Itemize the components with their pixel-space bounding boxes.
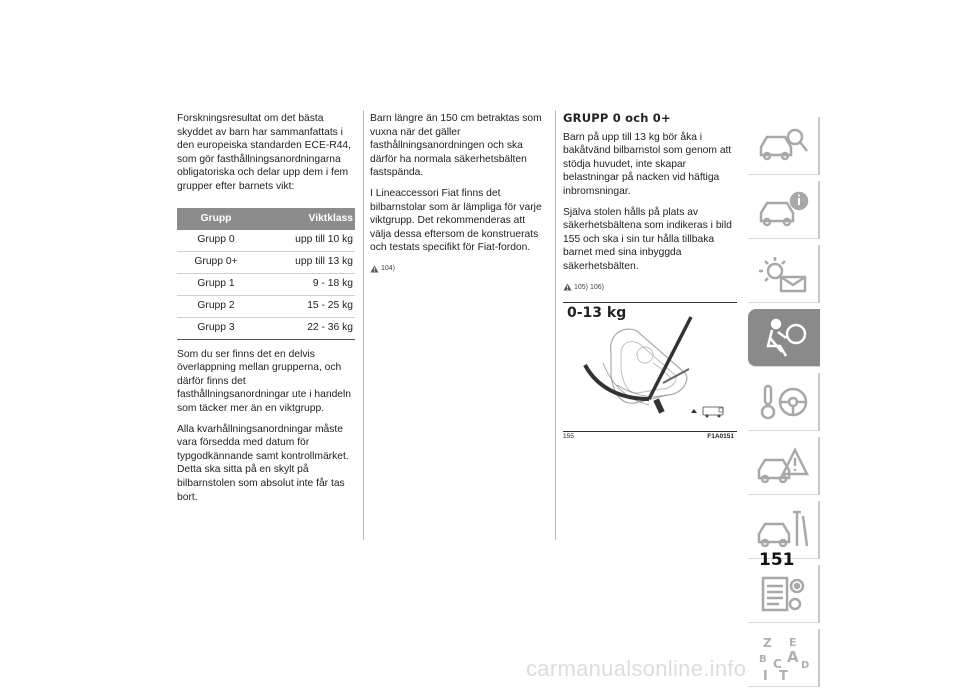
column-divider [363, 110, 364, 540]
warning-reference [563, 281, 741, 295]
car-search-icon [755, 125, 811, 167]
column-divider [555, 110, 556, 540]
tab-car-info[interactable] [748, 181, 820, 239]
section-heading: GRUPP 0 och 0+ [563, 111, 671, 125]
chapter-sidebar [748, 117, 820, 693]
figure-number: 155 [563, 432, 574, 440]
table-row [177, 230, 355, 252]
car-info-icon [755, 189, 811, 231]
warning-refs-text: 105) 106) [574, 283, 604, 291]
group-cell: Grupp 3 [177, 317, 255, 339]
figure-code: F1A0151 [707, 432, 734, 440]
group-cell: Grupp 0 [177, 230, 255, 252]
alphabet-index-icon [755, 634, 811, 682]
svg-text:Z: Z [763, 635, 772, 650]
approval-paragraph: Alla kvarhållningsanordningar måste vara försedda med datum för typgodkännande samt kontrollmärket. Detta ska sitta på en skylt på bilbarnstolen som absolut inte får tas bort. [177, 423, 349, 503]
header-group: Grupp [177, 208, 255, 230]
overlap-paragraph: Som du ser finns det en delvis överlappning mellan grupperna, och därför finns det fasthållningsanordningar ute i handeln som täcker mer än en viktgrupp. [177, 348, 352, 414]
belt-paragraph: Själva stolen hålls på plats av säkerhetsbältena som indikeras i bild 155 och ska i sin tur hålla tillbaka barnet med sina inbyggda säkerhetsbälten. [563, 206, 732, 272]
data-gear-icon [755, 572, 811, 616]
tab-lights-message[interactable] [748, 245, 820, 303]
weight-cell: upp till 10 kg [255, 230, 355, 252]
warning-refs-text: 104) [381, 264, 396, 272]
weight-cell: 15 - 25 kg [255, 295, 355, 317]
car-warning-icon [755, 444, 811, 488]
page-number: 151 [759, 550, 795, 570]
group-cell: Grupp 2 [177, 295, 255, 317]
weight-cell: upp till 13 kg [255, 251, 355, 273]
seat-airbag-icon [756, 316, 812, 360]
table-row [177, 251, 355, 273]
column-1 [177, 112, 355, 511]
column-2 [370, 112, 548, 276]
lineaccessori-paragraph: I Lineaccessori Fiat finns det bilbarnstolar som är lämpliga för varje viktgrupp. Det rekommenderas att välja dessa eftersom de konstruerats och testats specifikt för Fiat-fordon. [370, 187, 542, 254]
tab-seat-airbag[interactable] [748, 309, 820, 367]
warning-reference [370, 262, 548, 276]
lights-message-icon [755, 253, 811, 295]
car-tools-icon [755, 508, 811, 552]
tab-data-gear[interactable] [748, 565, 820, 623]
rear-facing-child-seat-illustration [563, 303, 737, 431]
tab-key-steering-wheel[interactable] [748, 373, 820, 431]
warning-triangle-icon [563, 283, 572, 291]
child-seat-figure [563, 302, 737, 440]
svg-text:T: T [779, 668, 788, 682]
svg-text:C: C [773, 656, 782, 671]
key-steering-wheel-icon [755, 380, 811, 424]
column-3 [563, 111, 741, 440]
warning-triangle-icon [370, 265, 379, 273]
table-row [177, 295, 355, 317]
svg-text:A: A [787, 647, 799, 666]
tab-car-search[interactable] [748, 117, 820, 175]
table-row [177, 273, 355, 295]
svg-text:E: E [789, 635, 797, 649]
svg-text:B: B [759, 653, 767, 665]
watermark: carmanualsonline.info [526, 656, 747, 681]
svg-text:D: D [801, 659, 810, 671]
figure-title: 0-13 kg [567, 305, 627, 322]
header-weight: Viktklass [255, 208, 355, 230]
weight-cell: 9 - 18 kg [255, 273, 355, 295]
weight-cell: 22 - 36 kg [255, 317, 355, 339]
table-row [177, 317, 355, 339]
adult-paragraph: Barn längre än 150 cm betraktas som vuxna när det gäller fasthållningsanordningen och ska därför ha normala säkerhetsbälten fastspända. [370, 113, 542, 179]
weight-group-table [177, 208, 355, 340]
group-cell: Grupp 0+ [177, 251, 255, 273]
group-cell: Grupp 1 [177, 273, 255, 295]
intro-paragraph: Forskningsresultat om det bästa skyddet av barn har sammanfattats i den europeiska standarden ECE-R44, som gör fasthållningsanordningarna obligatoriska och delar upp dem i fem grupper efter barnets vikt: [177, 113, 352, 192]
tab-alphabet-index[interactable] [748, 629, 820, 687]
tab-car-warning[interactable] [748, 437, 820, 495]
table-header-row [177, 208, 355, 230]
rear-facing-paragraph: Barn på upp till 13 kg bör åka i bakåtvänd bilbarnstol som genom att stödja huvudet, inte skapar belastningar på nacken vid häftiga inbromsningar. [563, 131, 732, 197]
svg-text:I: I [763, 668, 768, 682]
